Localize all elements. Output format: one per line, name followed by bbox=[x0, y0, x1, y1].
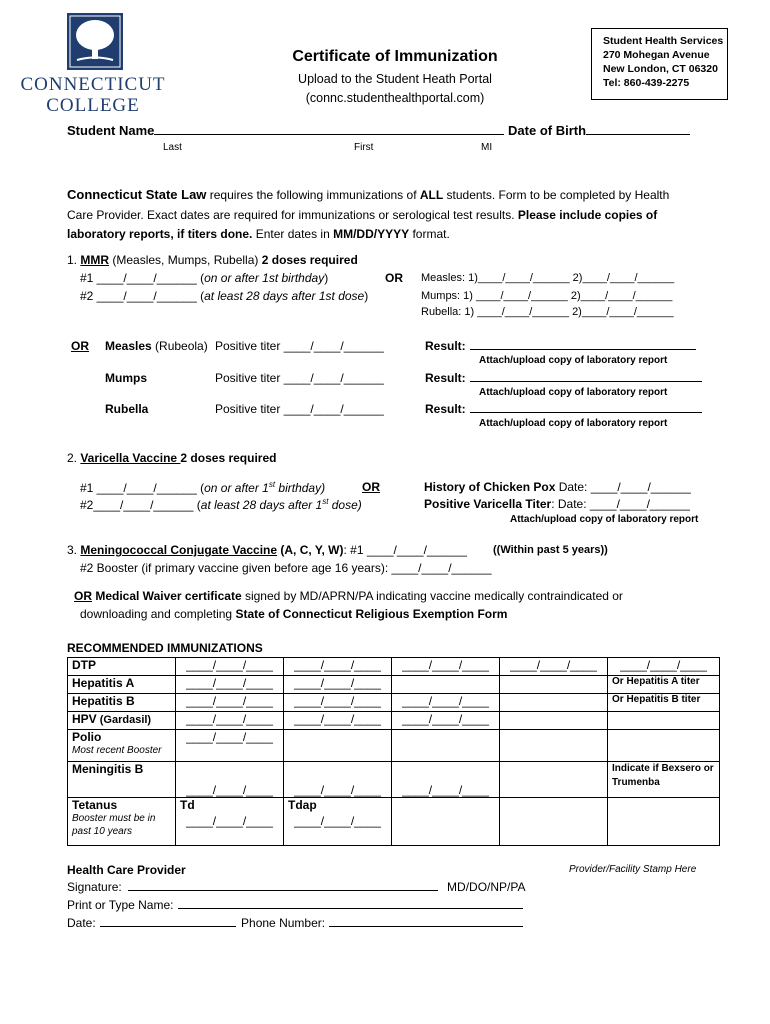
phone-label: Phone Number: bbox=[241, 916, 326, 930]
vaccine-hepatitis-b: Hepatitis B bbox=[68, 694, 176, 712]
date-cell[interactable]: ____/____/____ bbox=[608, 658, 720, 676]
law-all: ALL bbox=[419, 188, 444, 202]
law-text: students. Form to be completed by Health bbox=[443, 188, 670, 202]
wordmark-line-1: CONNECTICUT bbox=[20, 74, 166, 95]
history-date: Date: ____/____/______ bbox=[555, 480, 691, 494]
empty-cell[interactable] bbox=[500, 730, 608, 762]
date-cell[interactable]: ____/____/____ bbox=[176, 658, 284, 676]
varicella-attach-note: Attach/upload copy of laboratory report bbox=[510, 514, 699, 525]
portal-url: (connc.studenthealthportal.com) bbox=[305, 91, 485, 105]
vaccine-hpv bbox=[68, 712, 176, 730]
hepatitis-a-note: Or Hepatitis A titer bbox=[608, 676, 720, 694]
empty-cell[interactable] bbox=[392, 798, 500, 846]
address-line: Student Health Services bbox=[603, 35, 724, 47]
empty-cell[interactable] bbox=[500, 694, 608, 712]
address-phone: Tel: 860-439-2275 bbox=[603, 77, 690, 89]
waiver-text: signed by MD/APRN/PA indicating vaccine medically contraindicated or bbox=[241, 589, 623, 603]
upload-instruction: Upload to the Student Heath Portal bbox=[298, 72, 492, 86]
meningococcal-name: Meningococcal Conjugate Vaccine bbox=[80, 543, 278, 557]
tdap-date: ____/____/____ bbox=[294, 814, 381, 828]
date-label: Date: bbox=[67, 916, 96, 930]
result-label: Result: bbox=[425, 371, 466, 385]
title-block bbox=[260, 48, 530, 108]
mumps-titer-label: Mumps bbox=[105, 371, 147, 385]
date-field[interactable] bbox=[100, 926, 236, 927]
hpv-name: HPV bbox=[72, 712, 97, 726]
college-logo-tree-icon bbox=[67, 13, 123, 70]
date-cell[interactable]: ____/____/____ bbox=[284, 694, 392, 712]
tdap-label: Tdap bbox=[288, 798, 317, 812]
dose-note: dose) bbox=[328, 498, 362, 512]
address-line: New London, CT 06320 bbox=[603, 63, 718, 75]
measles-sub: (Rubeola) bbox=[151, 339, 208, 353]
dose-note: at least 28 days after 1 bbox=[200, 498, 323, 512]
measles-name: Measles bbox=[105, 339, 152, 353]
date-cell[interactable]: ____/____/____ bbox=[392, 658, 500, 676]
religious-exemption-form: State of Connecticut Religious Exemption Form bbox=[235, 607, 508, 621]
result-label: Result: bbox=[425, 339, 466, 353]
measles-titer-label bbox=[105, 339, 208, 353]
print-name-field[interactable] bbox=[178, 908, 523, 909]
address-line: 270 Mohegan Avenue bbox=[603, 49, 710, 61]
meningococcal-row[interactable] bbox=[67, 543, 467, 557]
item-number: 2. bbox=[67, 451, 81, 465]
dob-field[interactable] bbox=[586, 134, 690, 135]
table-row bbox=[68, 730, 720, 762]
item-number: 3. bbox=[67, 543, 81, 557]
titer-date: : Date: ____/____/______ bbox=[551, 497, 690, 511]
mumps-result-field[interactable] bbox=[470, 381, 702, 382]
td-label: Td bbox=[180, 798, 195, 812]
tdap-cell[interactable] bbox=[284, 798, 392, 846]
law-title: Connecticut State Law bbox=[67, 187, 207, 202]
meningococcal-booster[interactable]: #2 Booster (if primary vaccine given before age 16 years): ____/____/______ bbox=[80, 561, 492, 575]
dose-sup: st bbox=[268, 480, 276, 489]
signature-label: Signature: bbox=[67, 880, 122, 894]
empty-cell[interactable] bbox=[608, 798, 720, 846]
date-format: MM/DD/YYYY bbox=[333, 227, 410, 241]
varicella-dose-1[interactable] bbox=[80, 480, 325, 495]
mmr-measles-dates[interactable]: Measles: 1)____/____/______ 2)____/____/______ bbox=[421, 272, 675, 284]
law-text: requires the following immunizations of bbox=[206, 188, 420, 202]
table-row bbox=[68, 658, 720, 676]
rubella-titer-date[interactable]: Positive titer ____/____/______ bbox=[215, 402, 384, 416]
varicella-name: Varicella Vaccine bbox=[80, 451, 181, 465]
empty-cell[interactable] bbox=[500, 676, 608, 694]
date-cell[interactable]: ____/____/____ bbox=[392, 694, 500, 712]
mmr-or: OR bbox=[385, 271, 403, 285]
result-label: Result: bbox=[425, 402, 466, 416]
recommended-heading: RECOMMENDED IMMUNIZATIONS bbox=[67, 641, 263, 655]
date-cell[interactable]: ____/____/____ bbox=[284, 676, 392, 694]
td-date: ____/____/____ bbox=[186, 814, 273, 828]
vaccine-dtp: DTP bbox=[68, 658, 176, 676]
empty-cell[interactable] bbox=[500, 798, 608, 846]
empty-cell[interactable] bbox=[608, 730, 720, 762]
medical-waiver-line-1 bbox=[74, 589, 623, 603]
date-phone-row bbox=[67, 916, 523, 930]
dose-text: #1 ____/____/______ ( bbox=[80, 271, 205, 285]
history-label: History of Chicken Pox bbox=[424, 480, 556, 494]
table-row bbox=[68, 676, 720, 694]
student-name-label: Student Name bbox=[67, 123, 155, 138]
law-bold: Please include copies of bbox=[517, 207, 658, 222]
vaccine-tetanus bbox=[68, 798, 176, 846]
varicella-heading bbox=[67, 451, 276, 465]
vaccine-polio bbox=[68, 730, 176, 762]
measles-result-label bbox=[425, 339, 696, 353]
print-name-label: Print or Type Name: bbox=[67, 898, 174, 912]
mmr-dose-2[interactable] bbox=[80, 289, 368, 303]
date-cell[interactable]: ____/____/____ bbox=[176, 712, 284, 730]
empty-cell[interactable] bbox=[608, 712, 720, 730]
mmr-req: 2 doses required bbox=[261, 253, 358, 267]
varicella-titer[interactable] bbox=[424, 497, 690, 511]
date-cell[interactable]: ____/____/____ bbox=[392, 712, 500, 730]
measles-titer-date[interactable]: Positive titer ____/____/______ bbox=[215, 339, 384, 353]
rubella-result-label bbox=[425, 402, 702, 416]
date-cell[interactable]: ____/____/____ bbox=[176, 730, 284, 762]
dob-label: Date of Birth bbox=[508, 123, 587, 138]
recommended-table bbox=[67, 657, 720, 846]
state-law-paragraph bbox=[67, 185, 669, 245]
address-box bbox=[591, 28, 728, 100]
page-title: Certificate of Immunization bbox=[292, 48, 498, 65]
table-row bbox=[68, 762, 720, 798]
law-text: format. bbox=[409, 227, 450, 241]
chicken-pox-history[interactable] bbox=[424, 480, 691, 494]
dose-text: #1 ____/____/______ ( bbox=[80, 481, 205, 495]
polio-name: Polio bbox=[72, 730, 102, 744]
date-cell[interactable]: ____/____/____ bbox=[176, 694, 284, 712]
empty-cell[interactable] bbox=[392, 676, 500, 694]
measles-attach-note: Attach/upload copy of laboratory report bbox=[479, 355, 668, 366]
mmr-mumps-dates[interactable]: Mumps: 1) ____/____/______ 2)____/____/______ bbox=[421, 290, 673, 302]
mmr-heading bbox=[67, 253, 358, 267]
mmr-desc: (Measles, Mumps, Rubella) bbox=[109, 253, 262, 267]
last-label: Last bbox=[163, 142, 182, 153]
varicella-or: OR bbox=[362, 480, 380, 494]
waiver-or: OR bbox=[74, 589, 92, 603]
date-cell[interactable]: ____/____/____ bbox=[284, 762, 392, 798]
dose-note: birthday) bbox=[275, 481, 326, 495]
mumps-result-label bbox=[425, 371, 702, 385]
student-name-field[interactable] bbox=[154, 134, 504, 135]
varicella-dose-2[interactable] bbox=[80, 497, 362, 512]
date-cell[interactable]: ____/____/____ bbox=[284, 712, 392, 730]
mumps-titer-date[interactable]: Positive titer ____/____/______ bbox=[215, 371, 384, 385]
table-row bbox=[68, 694, 720, 712]
vaccine-hepatitis-a: Hepatitis A bbox=[68, 676, 176, 694]
date-cell[interactable]: ____/____/____ bbox=[500, 658, 608, 676]
date-cell[interactable]: ____/____/____ bbox=[392, 762, 500, 798]
item-number: 1. bbox=[67, 253, 81, 267]
waiver-text: downloading and completing bbox=[80, 607, 236, 621]
credentials: MD/DO/NP/PA bbox=[447, 880, 526, 894]
law-text: Care Provider. Exact dates are required for immunizations or serological test results. bbox=[67, 207, 518, 222]
dose-text: ) bbox=[324, 271, 329, 285]
empty-cell[interactable] bbox=[500, 762, 608, 798]
dose-text: : #1 ____/____/______ bbox=[343, 543, 467, 557]
signature-field[interactable] bbox=[128, 890, 438, 891]
measles-result-field[interactable] bbox=[470, 349, 696, 350]
tetanus-name: Tetanus bbox=[72, 798, 118, 812]
rubella-result-field[interactable] bbox=[470, 412, 702, 413]
law-text: Enter dates in bbox=[252, 227, 334, 241]
titer-label: Positive Varicella Titer bbox=[424, 497, 552, 511]
vaccine-meningitis-b: Meningitis B bbox=[68, 762, 176, 798]
titers-or: OR bbox=[71, 339, 89, 353]
date-cell[interactable]: ____/____/____ bbox=[176, 676, 284, 694]
wordmark-line-2: COLLEGE bbox=[46, 95, 140, 116]
empty-cell[interactable] bbox=[284, 730, 392, 762]
waiver-name: Medical Waiver certificate bbox=[92, 589, 242, 603]
student-name-row bbox=[67, 123, 690, 138]
rubella-titer-label: Rubella bbox=[105, 402, 149, 416]
dose-note: on or after 1 bbox=[204, 481, 269, 495]
mumps-attach-note: Attach/upload copy of laboratory report bbox=[479, 387, 668, 398]
dose-text: #2 ____/____/______ ( bbox=[80, 289, 205, 303]
empty-cell[interactable] bbox=[392, 730, 500, 762]
empty-cell[interactable] bbox=[500, 712, 608, 730]
first-label: First bbox=[354, 142, 374, 153]
hpv-sub: (Gardasil) bbox=[96, 714, 152, 726]
polio-sub: Most recent Booster bbox=[72, 745, 162, 756]
print-name-row bbox=[67, 898, 523, 912]
hepatitis-b-note: Or Hepatitis B titer bbox=[608, 694, 720, 712]
within-5-years: ((Within past 5 years)) bbox=[493, 544, 608, 556]
mmr-rubella-dates[interactable]: Rubella: 1) ____/____/______ 2)____/____/______ bbox=[421, 306, 674, 318]
dose-sup: st bbox=[322, 497, 329, 506]
date-cell[interactable]: ____/____/____ bbox=[284, 658, 392, 676]
provider-heading: Health Care Provider bbox=[67, 863, 186, 877]
phone-field[interactable] bbox=[329, 926, 523, 927]
dose-text: ) bbox=[364, 289, 369, 303]
table-row bbox=[68, 798, 720, 846]
signature-row bbox=[67, 880, 526, 894]
tetanus-sub: Booster must be in past 10 years bbox=[72, 813, 156, 837]
meningococcal-types: (A, C, Y, W) bbox=[277, 543, 344, 557]
date-cell[interactable]: ____/____/____ bbox=[176, 762, 284, 798]
td-cell[interactable] bbox=[176, 798, 284, 846]
law-bold: laboratory reports, if titers done. bbox=[67, 227, 253, 241]
medical-waiver-line-2 bbox=[80, 607, 507, 621]
dose-text: #2____/____/______ ( bbox=[80, 498, 201, 512]
college-wordmark bbox=[20, 74, 166, 116]
varicella-req: 2 doses required bbox=[180, 451, 277, 465]
within-text: (Within past 5 years) bbox=[496, 544, 605, 556]
mi-label: MI bbox=[481, 142, 493, 153]
mmr-name: MMR bbox=[80, 253, 110, 267]
dose-note: on or after 1st birthday bbox=[204, 271, 325, 285]
dose-note: at least 28 days after 1st dose bbox=[204, 289, 365, 303]
meningitis-b-note: Indicate if Bexsero or Trumenba bbox=[608, 762, 720, 798]
table-row bbox=[68, 712, 720, 730]
rubella-attach-note: Attach/upload copy of laboratory report bbox=[479, 418, 668, 429]
mmr-dose-1[interactable] bbox=[80, 271, 328, 285]
stamp-note: Provider/Facility Stamp Here bbox=[569, 864, 697, 875]
